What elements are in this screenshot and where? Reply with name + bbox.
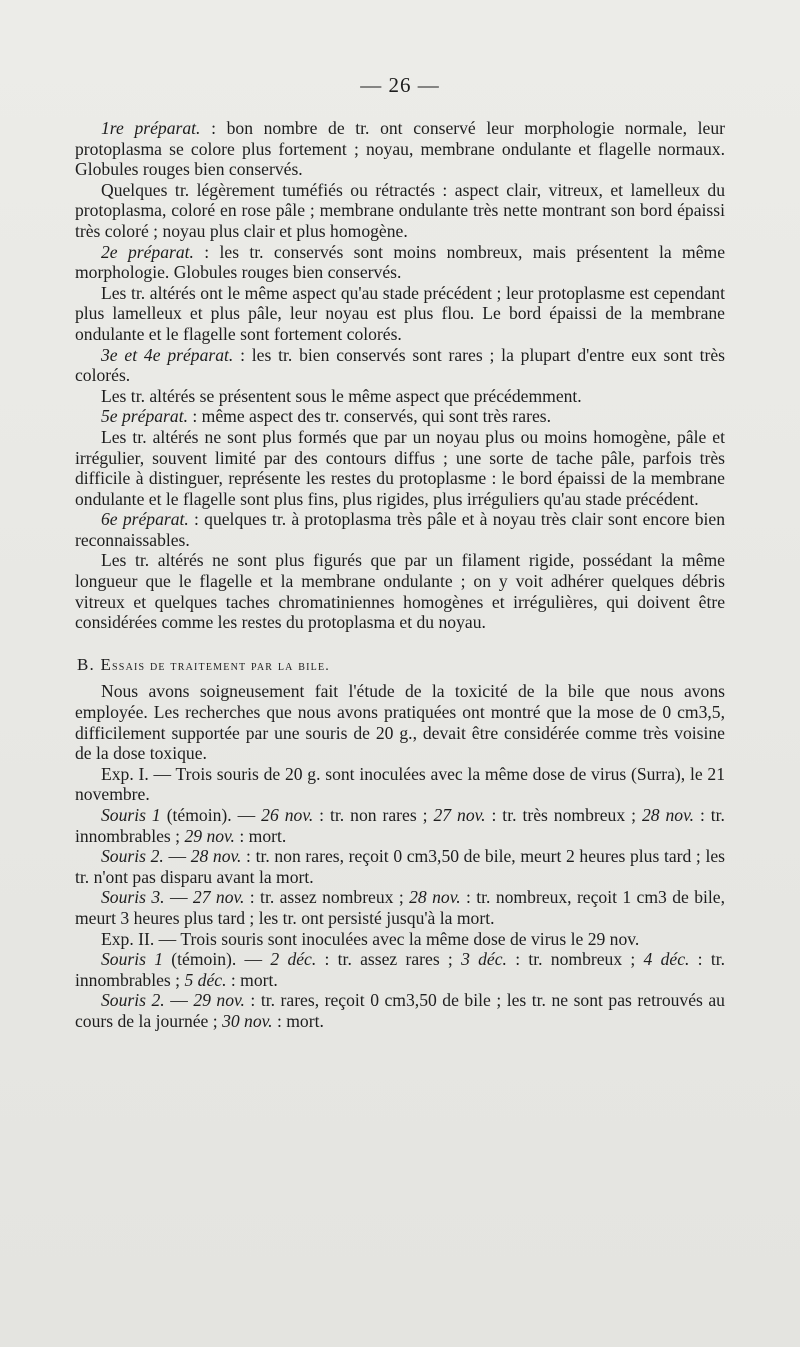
paragraph: Souris 3. — 27 nov. : tr. assez nombreux ; 28 nov. : tr. nombreux, reçoit 1 cm3 de bile, meurt 3 heures plus tard ; les tr. ont persisté jusqu'à la mort.	[75, 887, 725, 928]
paragraph: Souris 2. — 28 nov. : tr. non rares, reçoit 0 cm3,50 de bile, meurt 2 heures plus tard ; les tr. n'ont pas disparu avant la mort.	[75, 846, 725, 887]
section-heading: B. Essais de traitement par la bile.	[77, 654, 330, 674]
paragraph: Souris 1 (témoin). — 2 déc. : tr. assez rares ; 3 déc. : tr. nombreux ; 4 déc. : tr. innombrables ; 5 déc. : mort.	[75, 949, 726, 990]
paragraph: Les tr. altérés ne sont plus formés que par un noyau plus ou moins homogène, pâle et irrégulier, souvent limité par des contours diffus ; une sorte de tache pâle, parfois très difficile à distinguer, représente les restes du protoplasme : le bord épaissi de la membrane ondulante et le flagelle sont plus fins, plus rigides, plus irréguliers qu'au stade précédent.	[75, 426, 725, 509]
page-number: — 26 —	[360, 73, 440, 97]
paragraph: Nous avons soigneusement fait l'étude de la toxicité de la bile que nous avons employée. Les recherches que nous avons pratiquées ont montré que la mose de 0 cm3,5, difficilement supportée par une souris de 20 g., devait être considérée comme très voisine de la dose toxique.	[75, 681, 725, 764]
body-text	[75, 118, 725, 1032]
paragraph: Quelques tr. légèrement tuméfiés ou rétractés : aspect clair, vitreux, et lamelleux du protoplasma, coloré en rose pâle ; membrane ondulante très nette montrant son bord épaissi très coloré ; noyau plus clair et plus homogène.	[75, 179, 725, 241]
paragraph: Exp. I. — Trois souris de 20 g. sont inoculées avec la même dose de virus (Surra), le 21 novembre.	[75, 763, 725, 805]
paragraph: Souris 2. — 29 nov. : tr. rares, reçoit 0 cm3,50 de bile ; les tr. ne sont pas retrouvés au cours de la journée ; 30 nov. : mort.	[75, 990, 725, 1031]
paragraph: 5e préparat. : même aspect des tr. conservés, qui sont très rares.	[101, 406, 551, 427]
paragraph: Les tr. altérés se présentent sous le même aspect que précédemment.	[101, 385, 582, 406]
paragraph: Souris 1 (témoin). — 26 nov. : tr. non rares ; 27 nov. : tr. très nombreux ; 28 nov. : tr. innombrables ; 29 nov. : mort.	[75, 805, 725, 846]
paragraph: 1re préparat. : bon nombre de tr. ont conservé leur morphologie normale, leur protoplasma se colore plus fortement ; noyau, membrane ondulante et flagelle normaux. Globules rouges bien conservés.	[75, 118, 725, 180]
paragraph: 2e préparat. : les tr. conservés sont moins nombreux, mais présentent la même morphologie. Globules rouges bien conservés.	[75, 241, 726, 283]
paragraph: 3e et 4e préparat. : les tr. bien conservés sont rares ; la plupart d'entre eux sont très colorés.	[75, 344, 725, 386]
paragraph: Exp. II. — Trois souris sont inoculées avec la même dose de virus le 29 nov.	[101, 928, 640, 949]
paragraph: Les tr. altérés ont le même aspect qu'au stade précédent ; leur protoplasme est cependant plus lamelleux et plus pâle, leur noyau est plus flou. Le bord épaissi de la membrane ondulante et le flagelle sont fortement colorés.	[75, 282, 725, 344]
paragraph: Les tr. altérés ne sont plus figurés que par un filament rigide, possédant la même longueur que le flagelle et la membrane ondulante ; on y voit adhérer quelques débris vitreux et quelques taches chromatiniennes homogènes et irrégulières, qui doivent être considérées comme les restes du protoplasma et du noyau.	[75, 550, 725, 633]
paragraph: 6e préparat. : quelques tr. à protoplasma très pâle et à noyau très clair sont encore bien reconnaissables.	[75, 509, 725, 550]
